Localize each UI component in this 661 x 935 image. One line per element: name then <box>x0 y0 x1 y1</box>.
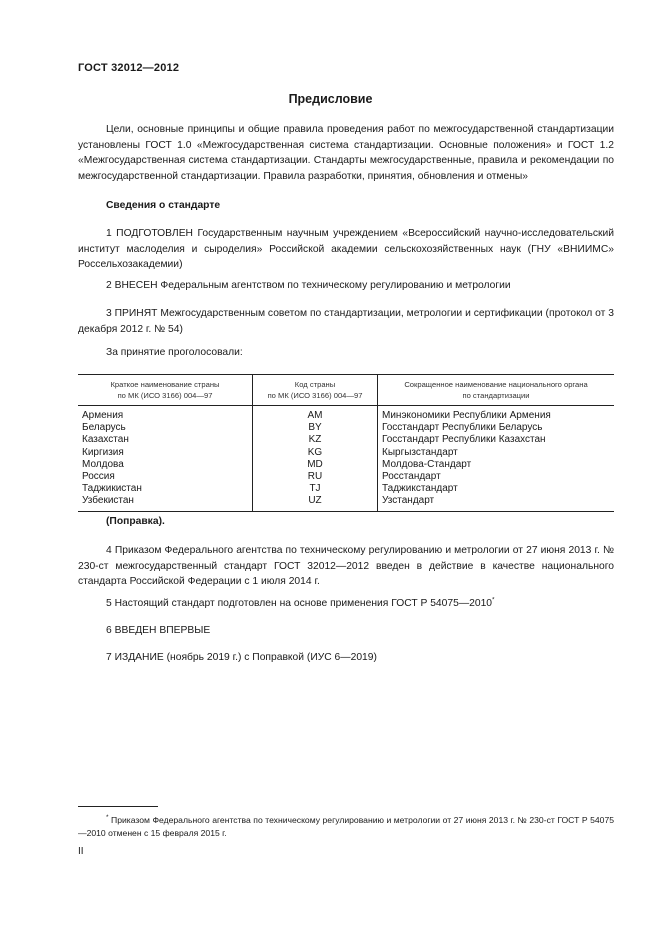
cell-country: Казахстан <box>82 434 129 446</box>
table-row <box>78 483 614 495</box>
cell-country: Молдова <box>82 458 124 470</box>
footnote-reference[interactable]: * <box>492 596 495 604</box>
item-2-text: 2 ВНЕСЕН Федеральным агентством по техническому регулированию и метрологии <box>106 280 511 291</box>
item-5-text: 5 Настоящий стандарт подготовлен на основе применения ГОСТ Р 54075—2010 <box>106 598 493 609</box>
header-code: Код страны по МК (ИСО 3166) 004—97 <box>253 375 378 406</box>
vote-label: За принятие проголосовали: <box>106 347 243 358</box>
cell-body: Госстандарт Республики Беларусь <box>378 422 615 434</box>
document-header: ГОСТ 32012—2012 <box>78 62 180 74</box>
cell-country: Армения <box>82 410 124 421</box>
cell-country: Россия <box>82 471 115 483</box>
cell-code: RU <box>253 471 378 483</box>
cell-code: UZ <box>253 495 378 511</box>
item-4 <box>78 543 614 590</box>
footnote-text: Приказом Федерального агентства по техническому регулированию и метрологии от 27 июня 2013 г. № 230-ст ГОСТ Р 54075—2010 отменен с 15 февраля 2015 г. <box>78 815 614 838</box>
cell-body: Кыргызстандарт <box>378 447 615 459</box>
footnote-mark: * <box>106 814 109 822</box>
intro-text: Цели, основные принципы и общие правила проведения работ по межгосударственной стандартизации установлены ГОСТ 1.0 «Межгосударственная система стандартизации. Основные положения» и ГОСТ 1.2 «Межгосударственная система стандартизации. Стандарты межгосударственные, правила и рекомендации по межгосударственной стандартизации. Правила разработки, принятия, обновления и отмены» <box>78 124 614 182</box>
item-3 <box>78 306 614 337</box>
header-country: Краткое наименование страны по МК (ИСО 3166) 004—97 <box>78 375 253 406</box>
cell-body: Росстандарт <box>378 471 615 483</box>
item-7-text: 7 ИЗДАНИЕ (ноябрь 2019 г.) с Поправкой (ИУС 6—2019) <box>106 652 377 663</box>
item-3-text: 3 ПРИНЯТ Межгосударственным советом по стандартизации, метрологии и сертификации (протокол от 3 декабря 2012 г. № 54) <box>78 308 614 335</box>
table-row <box>78 422 614 434</box>
amendment-note: (Поправка). <box>106 516 165 527</box>
table-row <box>78 447 614 459</box>
voting-table <box>78 374 614 512</box>
cell-country: Киргизия <box>82 446 124 458</box>
cell-code: MD <box>253 459 378 471</box>
table-row <box>78 406 614 423</box>
table-row <box>78 459 614 471</box>
cell-country: Таджикистан <box>82 483 142 495</box>
intro-paragraph <box>78 122 614 184</box>
header-body: Сокращенное наименование национального органа по стандартизации <box>378 375 615 406</box>
cell-code: AM <box>253 406 378 423</box>
page-title: Предисловие <box>288 92 373 106</box>
cell-code: KZ <box>253 434 378 446</box>
cell-code: TJ <box>253 483 378 495</box>
cell-body: Минэкономики Республики Армения <box>378 406 615 423</box>
item-1 <box>78 226 614 273</box>
footnote <box>78 814 614 840</box>
table-row <box>78 434 614 446</box>
page-number: II <box>78 846 84 857</box>
item-1-text: 1 ПОДГОТОВЛЕН Государственным научным учреждением «Всероссийский научно-исследовательский институт маслоделия и сыроделия» Российской академии сельскохозяйственных наук (ГНУ «ВНИИМС» Россельхозакадемии) <box>78 228 614 270</box>
item-6 <box>78 623 614 639</box>
cell-country: Беларусь <box>82 422 126 434</box>
cell-body: Молдова-Стандарт <box>378 459 615 471</box>
item-6-text: 6 ВВЕДЕН ВПЕРВЫЕ <box>106 625 211 636</box>
cell-body: Узстандарт <box>378 495 615 511</box>
cell-country: Узбекистан <box>78 495 253 511</box>
table-row <box>78 495 614 511</box>
section-title: Сведения о стандарте <box>106 200 221 211</box>
table-row <box>78 471 614 483</box>
cell-body: Госстандарт Республики Казахстан <box>378 434 615 446</box>
cell-code: BY <box>253 422 378 434</box>
cell-body: Таджикстандарт <box>378 483 615 495</box>
item-2 <box>78 278 614 294</box>
table-header-row <box>78 375 614 406</box>
item-7 <box>78 650 614 666</box>
item-4-text: 4 Приказом Федерального агентства по техническому регулированию и метрологии от 27 июня 2013 г. № 230-ст межгосударственный стандарт ГОСТ 32012—2012 введен в действие в качестве национального стандарта Российской Федерации с 1 июля 2014 г. <box>78 545 614 587</box>
footnote-divider <box>78 806 158 807</box>
item-5 <box>78 596 614 612</box>
cell-code: KG <box>253 447 378 459</box>
